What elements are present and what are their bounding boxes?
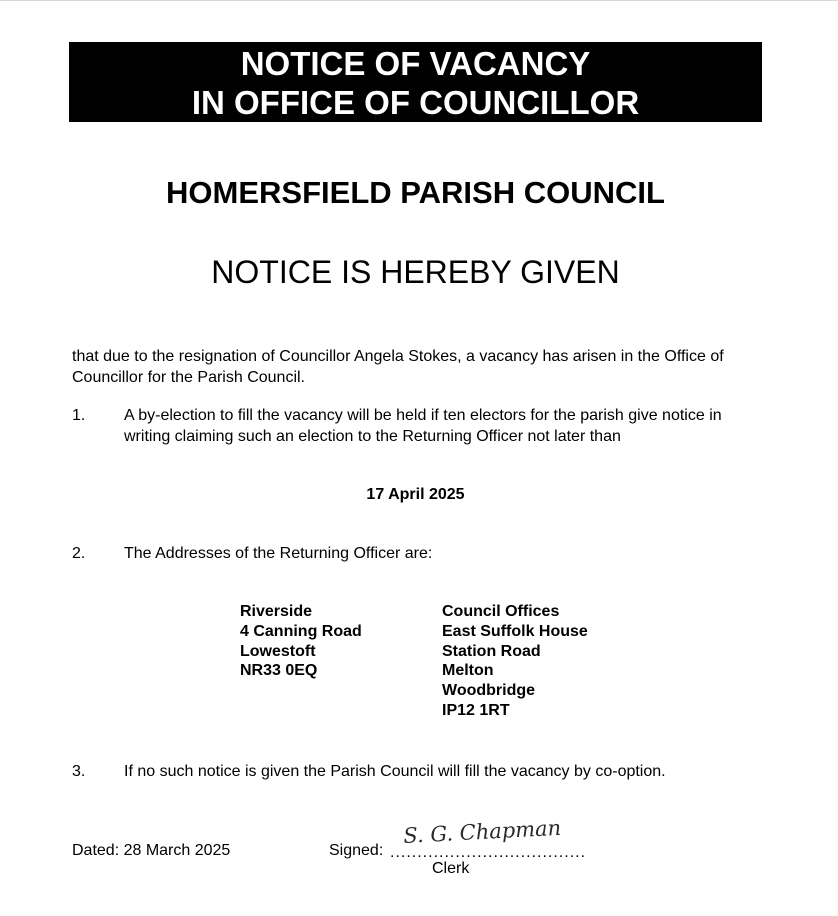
address-line: Riverside [240,603,313,620]
top-rule [0,0,838,1]
item-number: 3. [72,763,86,780]
address-line: Station Road [442,642,541,660]
signature-dotted-line: .................................... [390,844,587,861]
address-line: Council Offices [442,603,560,620]
address-block-melton [442,602,588,721]
address-block-lowestoft [240,602,362,681]
banner-title-line-1: NOTICE OF VACANCY [240,45,591,82]
address-line: IP12 1RT [442,701,510,719]
address-line: NR33 0EQ [240,662,318,680]
address-line: Woodbridge [442,682,536,700]
notice-heading: NOTICE IS HEREBY GIVEN [211,254,620,290]
banner-title-line-2: IN OFFICE OF COUNCILLOR [191,84,640,121]
address-line: East Suffolk House [442,622,588,640]
item-text: If no such notice is given the Parish Council will fill the vacancy by co-option. [124,763,666,780]
notice-banner [69,42,762,122]
item-number: 1. [72,407,86,424]
council-name: HOMERSFIELD PARISH COUNCIL [166,175,665,210]
dated-line: Dated: 28 March 2025 [72,842,231,859]
address-line: Lowestoft [240,642,316,660]
item-number: 2. [72,545,86,562]
item-text: The Addresses of the Returning Officer are: [124,545,433,562]
address-line: 4 Canning Road [240,622,362,640]
deadline-date: 17 April 2025 [366,486,465,503]
handwritten-signature: S. G. Chapman [402,815,562,848]
signed-label: Signed: [329,842,384,859]
address-line: Melton [442,662,494,680]
item-text: A by-election to fill the vacancy will be held if ten electors for the parish give notice in writing claiming such an election to the Returning Officer not later than [124,407,722,445]
signatory-role: Clerk [432,860,470,877]
intro-paragraph: that due to the resignation of Councillor Angela Stokes, a vacancy has arisen in the Office of Councillor for the Parish Council. [72,348,724,386]
